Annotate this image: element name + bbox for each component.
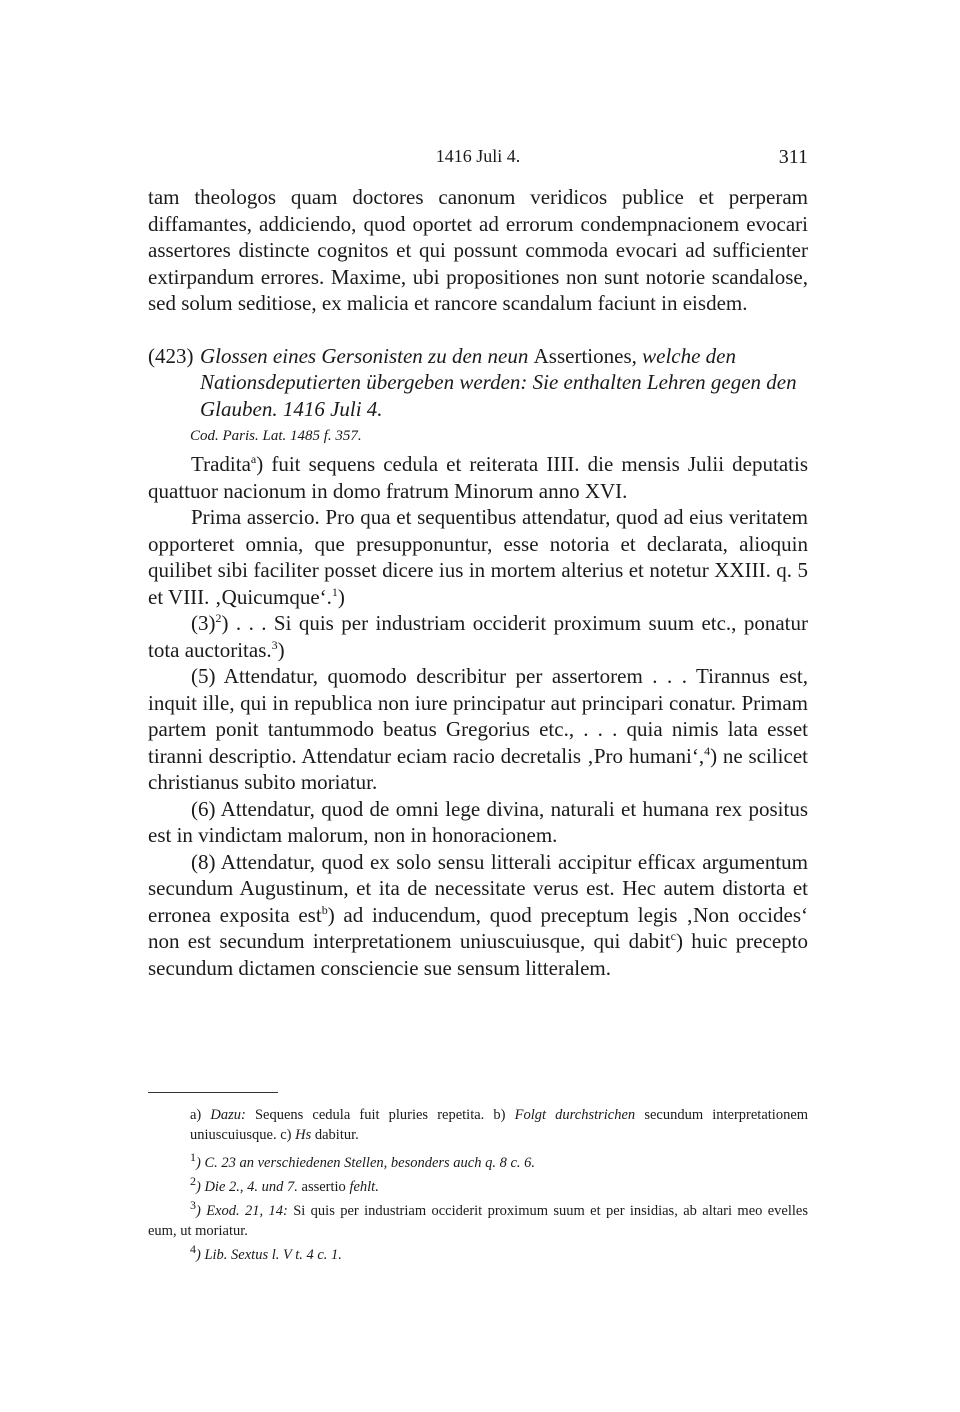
footnote-ref-2: 2 bbox=[215, 611, 222, 625]
note-number: 3 bbox=[190, 1198, 196, 1213]
textual-notes bbox=[148, 1105, 808, 1145]
paragraph-8 bbox=[148, 849, 808, 982]
note-text: secundum interpretationem uniuscuiusque. bbox=[190, 1107, 809, 1143]
note-text: assertio bbox=[301, 1179, 346, 1195]
text-run: ) huic precepto secundum dictamen consciencie sue sensum litteralem. bbox=[148, 929, 808, 980]
footnote-1 bbox=[148, 1150, 808, 1173]
continuation-paragraph: tam theologos quam doctores canonum veridicos publice et perperam diffamantes, addiciendo, quod oportet ad errorum condempnacionem evocari assertores distincte cognitos et qui possunt commoda evocari ad sufficienter extirpandum errores. Maxime, ubi propositiones non sunt notorie scandalose, sed solum seditiose, ex malicia et rancore scandalum faciunt in eisdem. bbox=[148, 185, 808, 315]
document-number: (423) bbox=[148, 343, 194, 368]
note-label: c) bbox=[280, 1127, 292, 1143]
title-part-c: welche den Nationsdeputierten übergeben werden: Sie enthalten Lehren gegen den Glauben. 1416 Juli 4. bbox=[200, 343, 797, 421]
note-text: ) Exod. 21, 14: bbox=[196, 1203, 288, 1219]
note-text: fehlt. bbox=[349, 1179, 379, 1195]
document-heading bbox=[148, 343, 808, 423]
note-label: b) bbox=[493, 1107, 506, 1123]
footnote-2 bbox=[148, 1174, 808, 1197]
document-title bbox=[200, 343, 808, 423]
footnote-ref-1: 1 bbox=[331, 584, 338, 599]
paragraph-6: (6) Attendatur, quod de omni lege divina, naturali et humana rex positus est in vindictam malorum, non in honoracionem. bbox=[148, 796, 808, 847]
running-head: 1416 Juli 4. bbox=[435, 146, 521, 166]
footnote-ref-c: c bbox=[670, 929, 676, 943]
note-text: Folgt durchstrichen bbox=[514, 1107, 636, 1123]
footnote-ref-3: 3 bbox=[271, 637, 278, 652]
footnote-4 bbox=[148, 1242, 808, 1265]
text-run: (5) Attendatur, quomodo describitur per assertorem . . . Tirannus est, inquit ille, qui in republica non iure principatur aut principari conatur. Primam partem ponit tantummodo beatus Gregorius etc., . . . quia nimis lata esset tiranni descriptio. Attendatur eciam racio decretalis ‚Pro humani‘, bbox=[148, 664, 808, 768]
note-number: 2 bbox=[190, 1174, 196, 1189]
footnote-divider bbox=[148, 1092, 278, 1093]
title-part-a: Glossen eines Gersonisten zu den neun bbox=[200, 343, 529, 368]
note-text: ) C. 23 an verschiedenen Stellen, besonders auch q. 8 c. 6. bbox=[196, 1155, 536, 1171]
note-text: Si quis per industriam occiderit proximum suum et per insidias, ab altari meo evelles eum, ut moriatur. bbox=[148, 1203, 809, 1239]
text-run: ) bbox=[337, 584, 345, 609]
title-part-b: Assertiones, bbox=[533, 343, 637, 368]
note-text: dabitur. bbox=[314, 1127, 359, 1143]
footnote-ref-a: a bbox=[250, 452, 257, 466]
text-run: ) ne scilicet christianus subito moriatur. bbox=[148, 743, 808, 794]
footnotes bbox=[148, 1101, 808, 1265]
note-text: ) Die 2., 4. und 7. bbox=[196, 1179, 298, 1195]
paragraph-tradita bbox=[148, 451, 808, 504]
text-run: ) bbox=[277, 637, 285, 662]
source-reference: Cod. Paris. Lat. 1485 f. 357. bbox=[190, 428, 362, 444]
note-number: 1 bbox=[190, 1150, 196, 1165]
note-text: Dazu: bbox=[210, 1107, 246, 1123]
text-run: ) ad inducendum, quod preceptum legis ‚Non occides‘ non est secundum interpretationem uniuscuiusque, qui dabit bbox=[148, 902, 808, 953]
note-text: Sequens cedula fuit pluries repetita. bbox=[254, 1107, 485, 1123]
paragraph-prima-assercio bbox=[148, 504, 808, 610]
footnote-ref-4: 4 bbox=[704, 743, 711, 758]
text-run: ) . . . Si quis per industriam occiderit proximum suum etc., ponatur tota auctoritas. bbox=[148, 611, 808, 662]
footnote-ref-b: b bbox=[321, 902, 328, 917]
text-run: ) fuit sequens cedula et reiterata IIII. die mensis Julii deputatis quattuor nacionum in domo fratrum Minorum anno XVI. bbox=[148, 452, 808, 503]
page-header bbox=[148, 146, 808, 172]
note-number: 4 bbox=[190, 1242, 196, 1257]
page-number: 311 bbox=[778, 146, 808, 168]
paragraph-5 bbox=[148, 663, 808, 796]
text-run: (8) Attendatur, quod ex solo sensu litterali accipitur efficax argumentum secundum Augustinum, et ita de necessitate verus est. Hec autem distorta et erronea exposita est bbox=[148, 849, 808, 927]
note-text: Hs bbox=[295, 1127, 312, 1143]
main-text bbox=[148, 184, 808, 981]
footnote-3 bbox=[148, 1198, 809, 1241]
note-label: a) bbox=[190, 1107, 202, 1123]
paragraph-3 bbox=[148, 610, 808, 663]
text-run: Tradita bbox=[191, 452, 251, 476]
text-run: Prima assercio. Pro qua et sequentibus attendatur, quod ad eius veritatem opporteret omnia, que presupponuntur, esse notoria et declarata, alioquin quilibet sibi faciliter posset dicere ius in mortem alterius et notetur XXIII. q. 5 et VIII. ‚Quicumque‘. bbox=[148, 505, 808, 609]
note-text: ) Lib. Sextus l. V t. 4 c. 1. bbox=[196, 1247, 342, 1263]
text-run: (3) bbox=[191, 611, 216, 635]
